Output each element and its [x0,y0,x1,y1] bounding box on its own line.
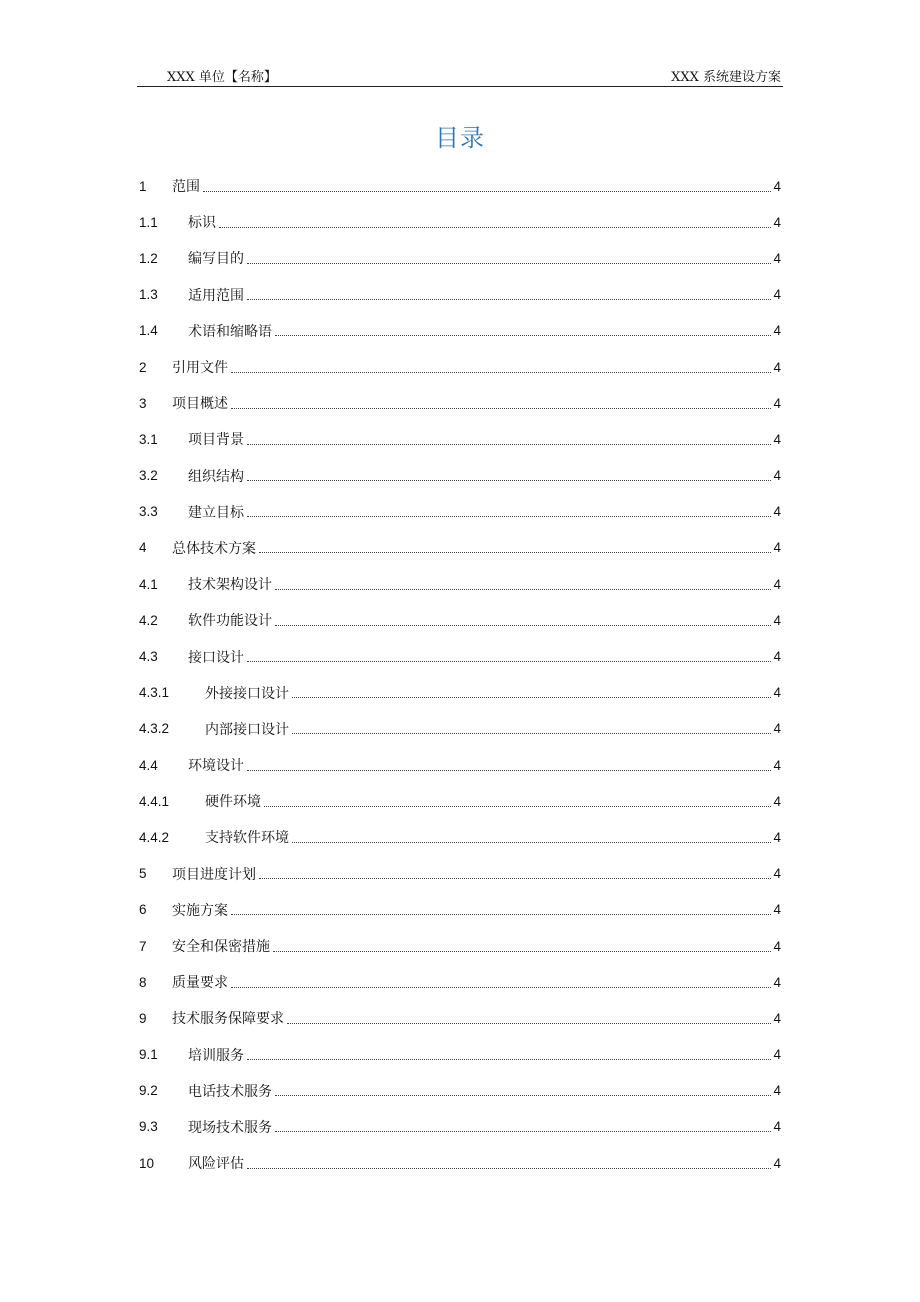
toc-entry-page: 4 [773,793,781,809]
toc-entry-page: 4 [773,938,781,954]
page-header [137,64,783,87]
toc-dot-leader [259,552,771,553]
toc-entry-title: 现场技术服务 [188,1119,272,1136]
toc-dot-leader [247,480,771,481]
toc-entry-number: 9.2 [139,1083,158,1099]
toc-dot-leader [275,335,771,336]
toc-entry-number: 4.4.1 [139,793,170,809]
toc-entry[interactable] [139,385,781,421]
toc-entry[interactable] [139,892,781,928]
toc-entry-title: 环境设计 [188,758,244,775]
toc-entry-title: 引用文件 [172,360,228,377]
toc-entry-number: 1.1 [139,214,158,230]
toc-dot-leader [247,661,771,662]
toc-dot-leader [287,1023,771,1024]
toc-entry-page: 4 [773,214,781,230]
toc-entry-number: 4.3 [139,649,158,665]
toc-entry-page: 4 [773,974,781,990]
toc-entry-number: 3.2 [139,468,158,484]
toc-entry-number: 7 [139,938,147,954]
toc-entry-title: 适用范围 [188,287,244,304]
toc-dot-leader [292,842,771,843]
toc-entry-title: 软件功能设计 [188,613,272,630]
toc-entry-number: 9.1 [139,1047,158,1063]
toc-entry-page: 4 [773,1047,781,1063]
toc-dot-leader [231,372,771,373]
toc-entry[interactable] [139,747,781,783]
toc-entry[interactable] [139,1073,781,1109]
toc-dot-leader [231,408,771,409]
toc-dot-leader [231,914,771,915]
toc-entry-number: 4.1 [139,576,158,592]
toc-dot-leader [247,1168,771,1169]
toc-entry[interactable] [139,928,781,964]
toc-entry-page: 4 [773,431,781,447]
toc-entry[interactable] [139,819,781,855]
toc-entry-title: 项目进度计划 [172,866,256,883]
toc-entry-page: 4 [773,576,781,592]
toc-entry-number: 3 [139,395,147,411]
toc-entry[interactable] [139,530,781,566]
table-of-contents [139,168,781,1181]
toc-dot-leader [231,987,771,988]
toc-dot-leader [275,1131,771,1132]
toc-dot-leader [219,227,771,228]
toc-dot-leader [275,589,771,590]
toc-entry-page: 4 [773,685,781,701]
toc-entry[interactable] [139,458,781,494]
toc-entry[interactable] [139,1000,781,1036]
toc-entry-page: 4 [773,395,781,411]
toc-entry-page: 4 [773,178,781,194]
toc-entry-title: 内部接口设计 [205,721,289,738]
toc-entry-number: 2 [139,359,147,375]
toc-entry-number: 3.1 [139,431,158,447]
toc-dot-leader [275,625,771,626]
toc-entry[interactable] [139,313,781,349]
toc-entry-title: 项目概述 [172,396,228,413]
toc-dot-leader [247,299,771,300]
toc-entry-number: 8 [139,974,147,990]
toc-entry[interactable] [139,204,781,240]
toc-entry-title: 范围 [172,179,200,196]
toc-entry-title: 总体技术方案 [172,540,256,557]
toc-entry-number: 1.3 [139,287,158,303]
toc-dot-leader [275,1095,771,1096]
toc-dot-leader [273,951,771,952]
toc-entry-number: 4.4.2 [139,829,170,845]
toc-dot-leader [247,770,771,771]
toc-entry[interactable] [139,783,781,819]
header-organization-name: XXX 单位【名称】 [167,70,277,85]
toc-entry-title: 技术架构设计 [188,577,272,594]
toc-entry[interactable] [139,1037,781,1073]
toc-entry-title: 技术服务保障要求 [172,1011,284,1028]
toc-entry-page: 4 [773,468,781,484]
toc-dot-leader [247,1059,771,1060]
toc-entry-page: 4 [773,1083,781,1099]
toc-dot-leader [264,806,771,807]
toc-entry-page: 4 [773,649,781,665]
toc-dot-leader [259,878,771,879]
toc-entry-title: 术语和缩略语 [188,323,272,340]
toc-entry-page: 4 [773,721,781,737]
toc-entry-title: 组织结构 [188,468,244,485]
toc-entry-page: 4 [773,612,781,628]
toc-entry[interactable] [139,638,781,674]
toc-entry-title: 编写目的 [188,251,244,268]
toc-entry-title: 项目背景 [188,432,244,449]
toc-entry-page: 4 [773,323,781,339]
toc-entry-number: 4.2 [139,612,158,628]
toc-entry[interactable] [139,856,781,892]
toc-entry-title: 实施方案 [172,902,228,919]
toc-entry-number: 1.2 [139,250,158,266]
toc-entry-number: 3.3 [139,504,158,520]
toc-entry-number: 6 [139,902,147,918]
toc-entry-title: 培训服务 [188,1047,244,1064]
toc-entry-title: 接口设计 [188,649,244,666]
toc-entry[interactable] [139,494,781,530]
toc-entry-number: 10 [139,1155,155,1171]
toc-dot-leader [203,191,771,192]
toc-entry-page: 4 [773,829,781,845]
toc-entry-title: 标识 [188,215,216,232]
toc-entry-title: 建立目标 [188,504,244,521]
toc-entry[interactable] [139,675,781,711]
toc-entry[interactable] [139,277,781,313]
toc-entry-title: 支持软件环境 [205,830,289,847]
toc-entry-page: 4 [773,1010,781,1026]
toc-entry-page: 4 [773,757,781,773]
toc-entry[interactable] [139,349,781,385]
toc-entry[interactable] [139,240,781,276]
toc-entry[interactable] [139,602,781,638]
header-document-title: XXX 系统建设方案 [671,70,781,85]
toc-entry-page: 4 [773,540,781,556]
toc-entry-number: 5 [139,866,147,882]
toc-entry-page: 4 [773,866,781,882]
toc-entry-page: 4 [773,1119,781,1135]
toc-entry-number: 9.3 [139,1119,158,1135]
toc-entry-number: 4 [139,540,147,556]
toc-entry[interactable] [139,711,781,747]
toc-title: 目录 [435,124,485,152]
toc-entry-number: 4.3.1 [139,685,170,701]
toc-dot-leader [247,516,771,517]
toc-entry-title: 外接接口设计 [205,685,289,702]
toc-entry-page: 4 [773,287,781,303]
toc-entry[interactable] [139,964,781,1000]
toc-entry-title: 硬件环境 [205,794,261,811]
toc-dot-leader [247,263,771,264]
toc-entry-number: 1 [139,178,147,194]
toc-entry-number: 9 [139,1010,147,1026]
toc-entry-number: 4.4 [139,757,158,773]
toc-entry-number: 4.3.2 [139,721,170,737]
toc-entry-title: 风险评估 [188,1156,244,1173]
toc-dot-leader [292,697,771,698]
toc-entry-number: 1.4 [139,323,158,339]
toc-entry-page: 4 [773,902,781,918]
toc-entry-page: 4 [773,504,781,520]
toc-entry-page: 4 [773,359,781,375]
toc-entry[interactable] [139,1109,781,1145]
toc-dot-leader [292,733,771,734]
toc-dot-leader [247,444,771,445]
toc-entry-title: 电话技术服务 [188,1083,272,1100]
toc-entry[interactable] [139,566,781,602]
toc-entry[interactable] [139,421,781,457]
toc-entry-title: 质量要求 [172,975,228,992]
toc-entry[interactable] [139,1145,781,1181]
toc-entry-page: 4 [773,250,781,266]
toc-entry-page: 4 [773,1155,781,1171]
toc-entry[interactable] [139,168,781,204]
toc-entry-title: 安全和保密措施 [172,939,270,956]
